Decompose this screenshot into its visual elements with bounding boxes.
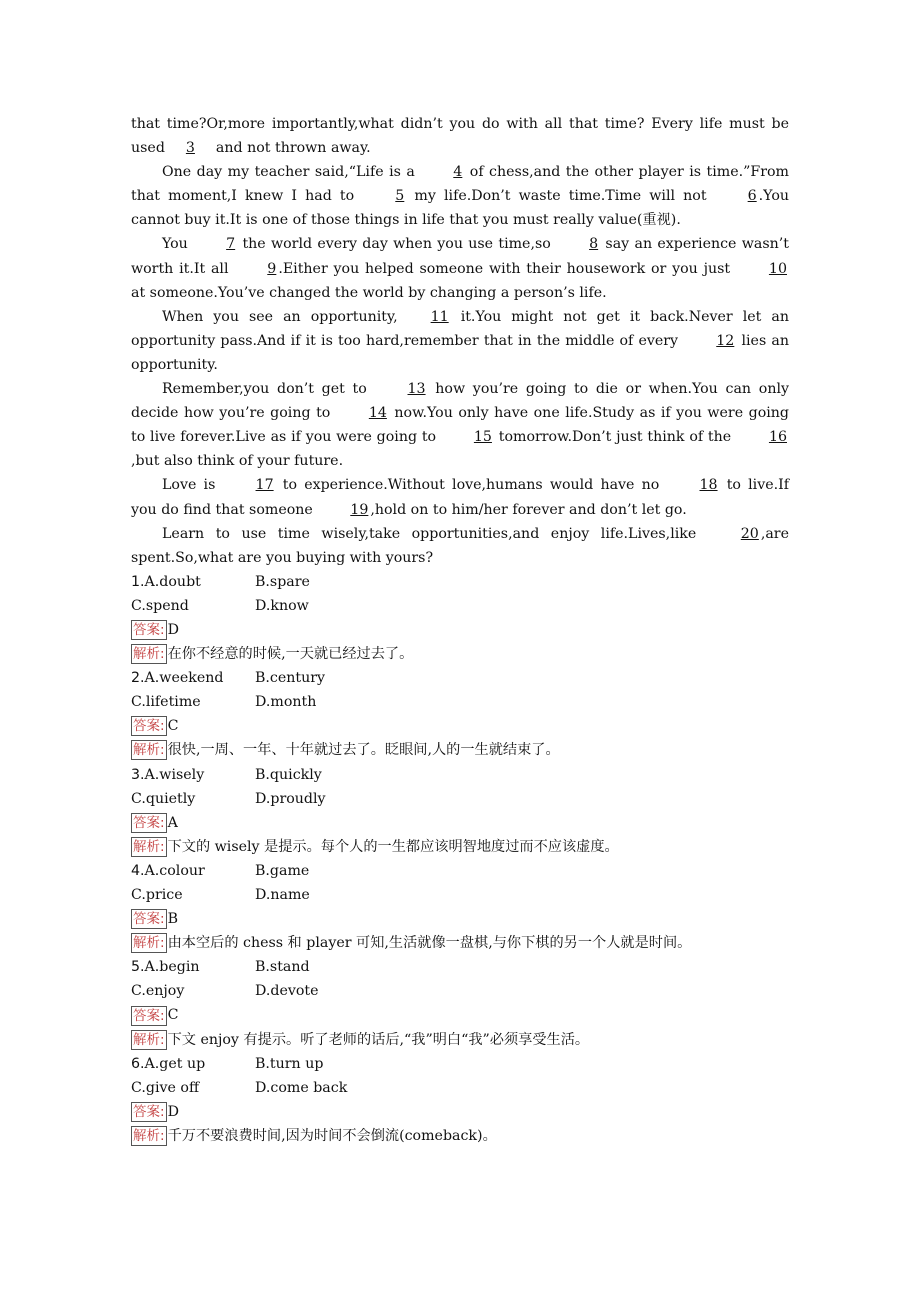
blank-19: 19	[350, 501, 369, 518]
blank-5: 5	[395, 188, 405, 205]
blank-16: 16	[768, 429, 787, 446]
blank-17: 17	[255, 477, 274, 494]
blank-8: 8	[589, 236, 599, 253]
passage-text: .Either you helped someone with their housework or you just	[278, 260, 736, 277]
answer-line	[131, 907, 789, 931]
analysis-line	[131, 1124, 789, 1148]
passage-text: lies an opportunity.	[131, 332, 789, 373]
option-a: A.wisely	[144, 766, 205, 783]
answer-label: 答案:	[133, 1007, 165, 1024]
passage-text: it.You might not get it back.Never let an opportunity pass.And if it is too hard,remember that in the middle of every	[131, 308, 789, 349]
passage-paragraph-4	[131, 305, 789, 377]
passage-text: ,are spent.So,what are you buying with yours?	[131, 525, 789, 566]
options-row	[131, 666, 789, 690]
analysis-text: 很快,一周、一年、十年就过去了。眨眼间,人的一生就结束了。	[167, 742, 560, 759]
answer-line	[131, 1100, 789, 1124]
blank-12: 12	[716, 332, 735, 349]
passage-text: say an experience wasn’t worth it.It all	[131, 236, 789, 277]
options-row	[131, 787, 789, 811]
answer-value: D	[167, 1103, 179, 1120]
blank-20: 20	[740, 525, 759, 542]
option-c: C.lifetime	[131, 694, 201, 711]
question-number: 6.	[131, 1055, 145, 1072]
option-b: B.stand	[255, 959, 310, 976]
passage-text: now.You only have one life.Study as if you were going to live forever.Live as if you were going to	[131, 405, 789, 446]
option-d: D.devote	[255, 983, 319, 1000]
blank-10: 10	[768, 260, 787, 277]
question-number: 3.	[131, 766, 145, 783]
answer-line	[131, 714, 789, 738]
option-d: D.know	[255, 597, 309, 614]
analysis-label: 解析:	[133, 1127, 165, 1144]
passage-text: ,but also think of your future.	[131, 453, 344, 470]
passage-paragraph-7	[131, 522, 789, 570]
analysis-text: 下文的 wisely 是提示。每个人的一生都应该明智地度过而不应该虚度。	[167, 838, 619, 855]
passage-text: to experience.Without love,humans would have no	[275, 477, 667, 494]
options-row	[131, 594, 789, 618]
analysis-text: 在你不经意的时候,一天就已经过去了。	[167, 646, 414, 663]
passage-text: the world every day when you use time,so	[237, 236, 557, 253]
blank-13: 13	[407, 381, 426, 398]
question-number: 2.	[131, 670, 145, 687]
option-b: B.turn up	[255, 1055, 324, 1072]
question-4	[131, 859, 789, 955]
analysis-label: 解析:	[133, 742, 165, 759]
question-6	[131, 1052, 789, 1148]
option-c: C.quietly	[131, 790, 196, 807]
passage-text: how you’re going to die or when.You can only decide how you’re going to	[131, 381, 790, 422]
option-a: A.doubt	[144, 573, 201, 590]
blank-18: 18	[699, 477, 718, 494]
passage-paragraph-3	[131, 232, 789, 304]
option-d: D.come back	[255, 1079, 348, 1096]
analysis-label: 解析:	[133, 1031, 165, 1048]
passage-paragraph-5	[131, 377, 789, 473]
option-d: D.proudly	[255, 790, 326, 807]
passage-text: ,hold on to him/her forever and don’t let go.	[370, 501, 687, 518]
passage-text: that time?Or,more importantly,what didn’t you do with all that time? Every life must be used	[131, 116, 789, 157]
passage-text: at someone.You’ve changed the world by changing a person’s life.	[131, 284, 607, 301]
answer-line	[131, 811, 789, 835]
analysis-label: 解析:	[133, 838, 165, 855]
analysis-text: 由本空后的 chess 和 player 可知,生活就像一盘棋,与你下棋的另一个人就是时间。	[167, 935, 692, 952]
passage-text: One day my teacher said,“Life is a	[162, 164, 421, 181]
options-row	[131, 763, 789, 787]
answer-line	[131, 1003, 789, 1027]
passage-text: and not thrown away.	[211, 140, 371, 157]
options-row	[131, 979, 789, 1003]
options-row	[131, 1052, 789, 1076]
analysis-line	[131, 642, 789, 666]
passage-text: Learn to use time wisely,take opportunities,and enjoy life.Lives,like	[162, 525, 708, 542]
passage-text: to live.If you do find that someone	[131, 477, 789, 518]
options-row	[131, 859, 789, 883]
answer-value: A	[167, 814, 178, 831]
answer-label: 答案:	[133, 622, 165, 639]
answer-value: C	[167, 1007, 179, 1024]
blank-14: 14	[368, 405, 387, 422]
passage-text: When you see an opportunity,	[162, 308, 398, 325]
blank-15: 15	[473, 429, 492, 446]
question-1	[131, 570, 789, 666]
question-number: 4.	[131, 862, 145, 879]
blank-4: 4	[453, 164, 463, 181]
passage-paragraph-1	[131, 112, 789, 160]
passage-text: You	[162, 236, 194, 253]
options-row	[131, 690, 789, 714]
answer-value: B	[167, 911, 178, 928]
analysis-line	[131, 1028, 789, 1052]
options-row	[131, 883, 789, 907]
document-page	[131, 112, 789, 1148]
passage-text: tomorrow.Don’t just think of the	[493, 429, 736, 446]
question-2	[131, 666, 789, 762]
analysis-label: 解析:	[133, 646, 165, 663]
options-row	[131, 1076, 789, 1100]
blank-9: 9	[267, 260, 277, 277]
question-3	[131, 763, 789, 859]
options-row	[131, 955, 789, 979]
analysis-line	[131, 835, 789, 859]
passage-text: of chess,and the other player is time.”From that moment,I knew I had to	[131, 164, 789, 205]
passage-text: Love is	[162, 477, 223, 494]
passage-text: my life.Don’t waste time.Time will not	[406, 188, 715, 205]
answer-label: 答案:	[133, 718, 165, 735]
option-a: A.colour	[144, 862, 205, 879]
option-b: B.spare	[255, 573, 310, 590]
option-b: B.quickly	[255, 766, 322, 783]
option-b: B.game	[255, 862, 310, 879]
passage-paragraph-6	[131, 473, 789, 521]
option-b: B.century	[255, 670, 326, 687]
answer-value: C	[167, 718, 179, 735]
blank-3: 3	[185, 140, 195, 157]
answer-label: 答案:	[133, 911, 165, 928]
analysis-label: 解析:	[133, 935, 165, 952]
blank-11: 11	[430, 308, 449, 325]
option-d: D.month	[255, 694, 317, 711]
options-row	[131, 570, 789, 594]
answer-value: D	[167, 621, 179, 638]
passage-text: .You cannot buy it.It is one of those things in life that you must really value(重视).	[131, 188, 789, 229]
option-a: A.weekend	[144, 670, 224, 687]
question-number: 5.	[131, 959, 145, 976]
answer-line	[131, 618, 789, 642]
passage-text: Remember,you don’t get to	[162, 381, 375, 398]
answer-label: 答案:	[133, 1103, 165, 1120]
question-number: 1.	[131, 573, 145, 590]
option-a: A.begin	[144, 959, 200, 976]
analysis-text: 下文 enjoy 有提示。听了老师的话后,“我”明白“我”必须享受生活。	[167, 1031, 590, 1048]
analysis-line	[131, 738, 789, 762]
option-c: C.give off	[131, 1079, 200, 1096]
option-a: A.get up	[144, 1055, 206, 1072]
blank-7: 7	[226, 236, 236, 253]
blank-6: 6	[747, 188, 757, 205]
analysis-text: 千万不要浪费时间,因为时间不会倒流(comeback)。	[167, 1127, 497, 1144]
answer-label: 答案:	[133, 814, 165, 831]
analysis-line	[131, 931, 789, 955]
option-c: C.enjoy	[131, 983, 185, 1000]
option-d: D.name	[255, 887, 310, 903]
option-c: C.price	[131, 887, 183, 903]
option-c: C.spend	[131, 597, 189, 614]
passage-paragraph-2	[131, 160, 789, 232]
question-5	[131, 955, 789, 1051]
